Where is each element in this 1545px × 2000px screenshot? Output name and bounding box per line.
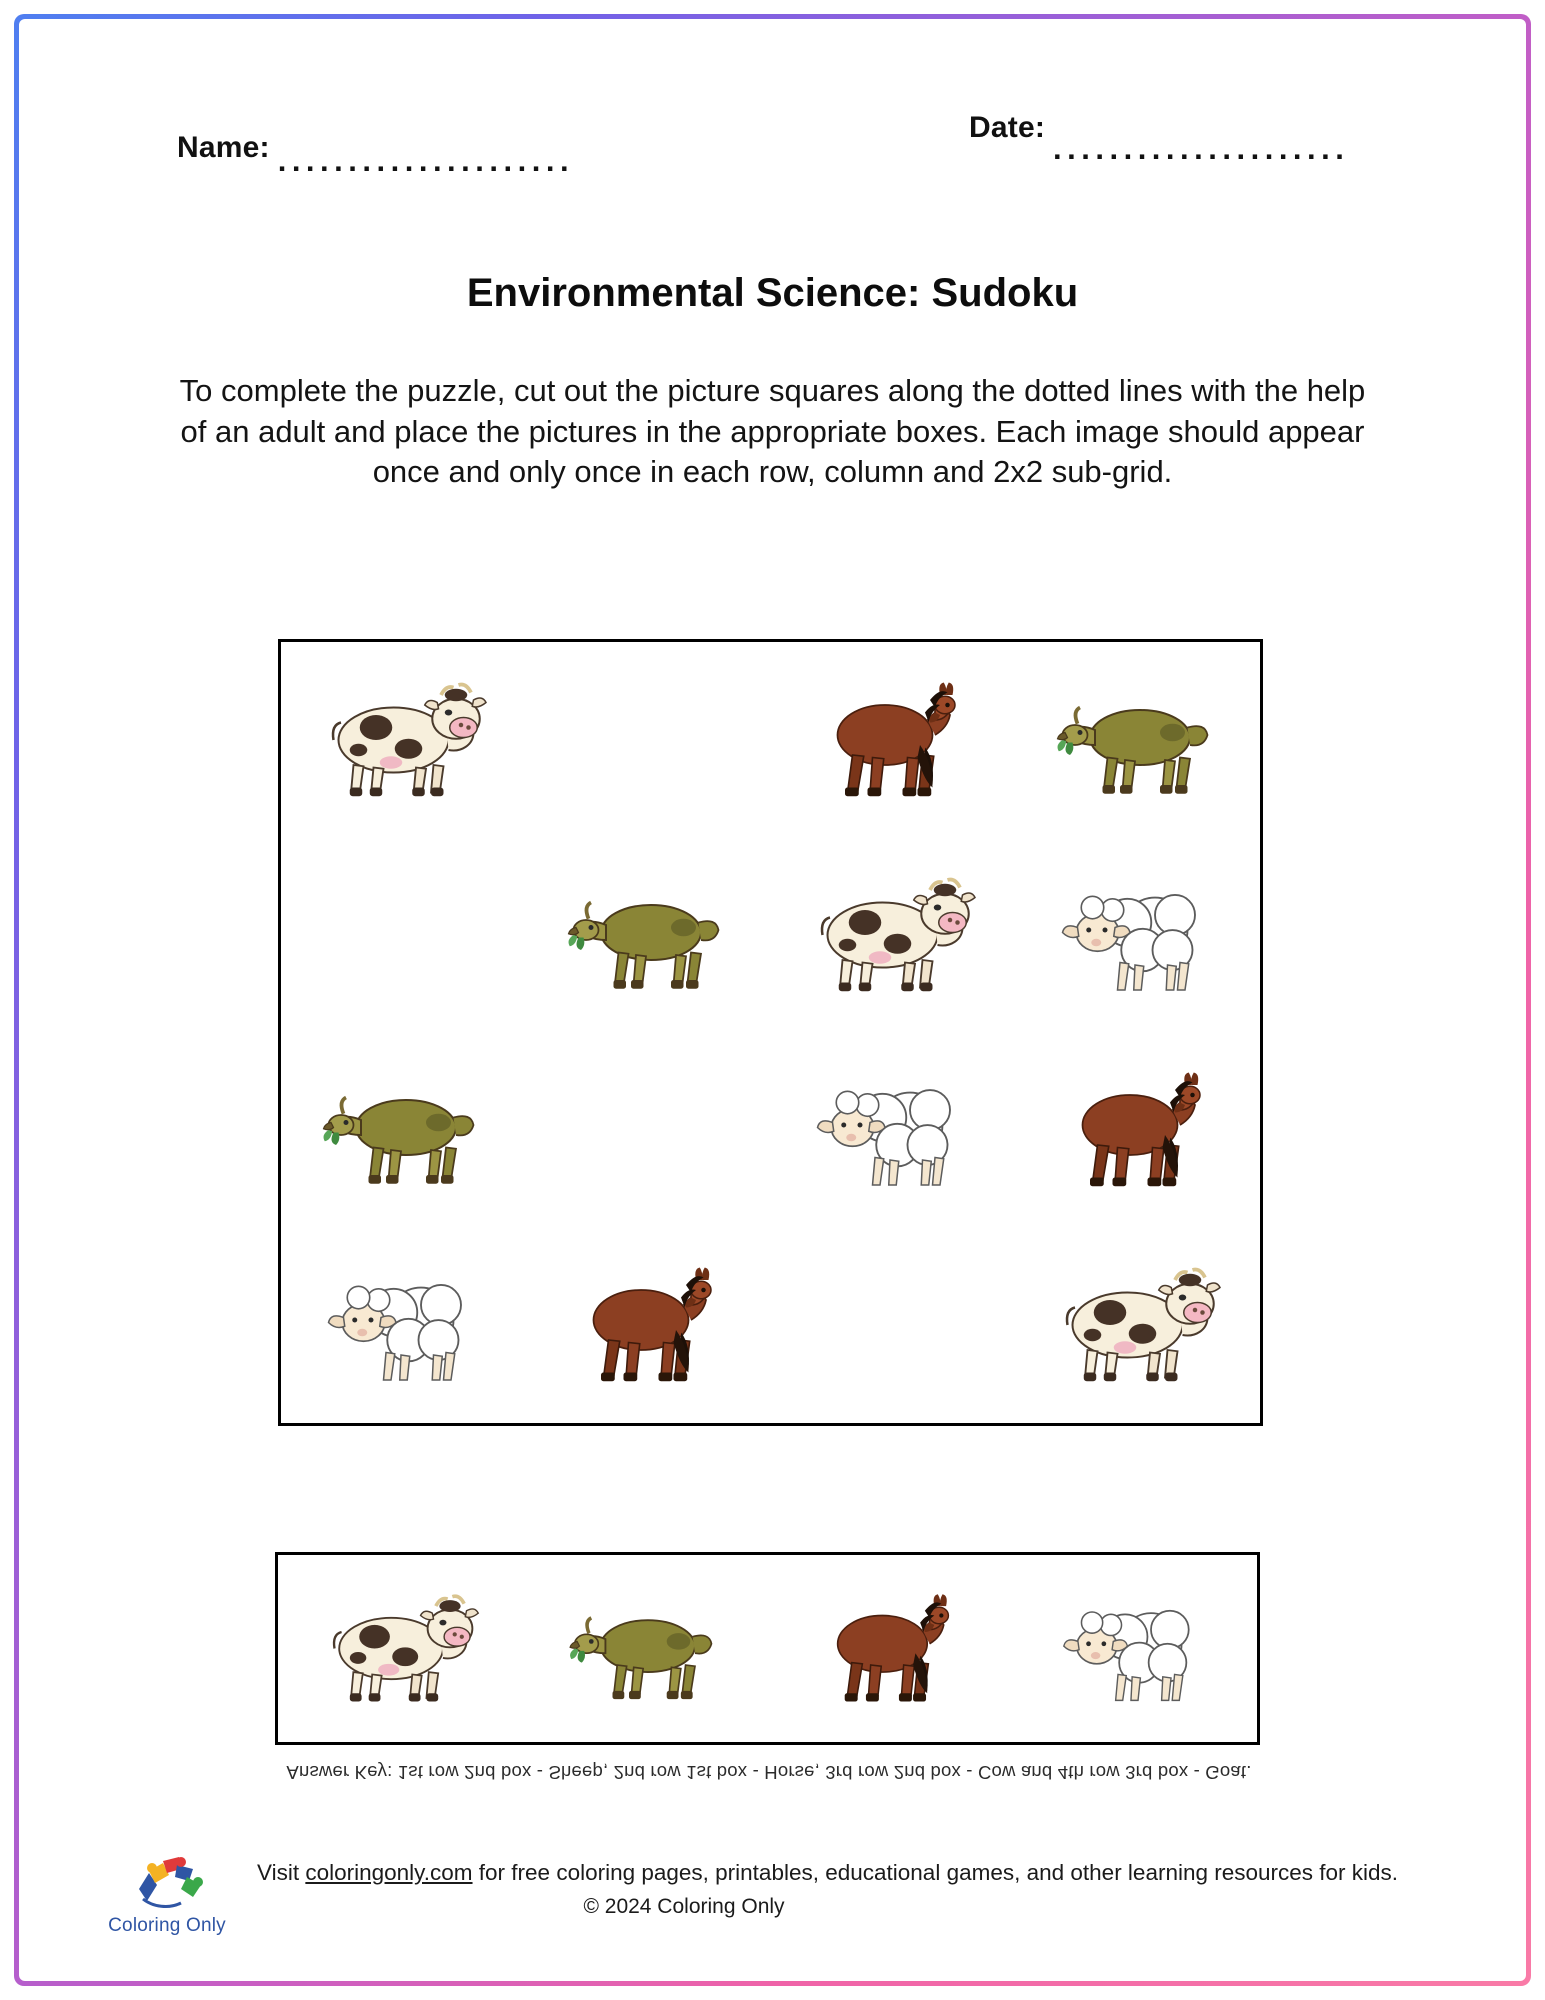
goat-image	[1050, 677, 1225, 803]
footer-text-after: for free coloring pages, printables, educational games, and other learning resources for kids.	[472, 1860, 1399, 1885]
cow-image	[318, 1589, 483, 1708]
sudoku-cell-sheep[interactable]	[281, 1228, 526, 1423]
cutout-piece-horse[interactable]	[807, 1589, 972, 1708]
sudoku-cell-cow[interactable]	[771, 837, 1016, 1032]
sudoku-grid	[278, 639, 1263, 1426]
cow-image	[1050, 1262, 1225, 1388]
goat-image	[563, 1589, 728, 1708]
name-date-row	[19, 111, 1526, 189]
goat-image	[316, 1067, 491, 1193]
sheep-image	[805, 1067, 980, 1193]
cutout-strip	[275, 1552, 1260, 1745]
logo-text: Coloring Only	[108, 1915, 226, 1936]
name-field-group	[177, 129, 575, 178]
copyright: © 2024 Coloring Only	[583, 1895, 785, 1918]
horse-image	[1050, 1067, 1225, 1193]
sudoku-cell-horse[interactable]	[1015, 1033, 1260, 1228]
worksheet-page	[19, 19, 1526, 1981]
sheep-image	[1050, 872, 1225, 998]
footer-text	[257, 1857, 1417, 1890]
sudoku-cell-empty[interactable]	[526, 642, 771, 837]
cutout-piece-goat[interactable]	[563, 1589, 728, 1708]
footer	[19, 1833, 1526, 1953]
website-link[interactable]: coloringonly.com	[305, 1860, 473, 1885]
cutout-piece-cow[interactable]	[318, 1589, 483, 1708]
goat-image	[561, 872, 736, 998]
date-input[interactable]: .....................	[1053, 131, 1350, 166]
footer-text-before: Visit	[257, 1860, 306, 1885]
sudoku-cell-empty[interactable]	[771, 1228, 1016, 1423]
sudoku-cell-empty[interactable]	[281, 837, 526, 1032]
sudoku-cell-cow[interactable]	[1015, 1228, 1260, 1423]
sudoku-cell-sheep[interactable]	[771, 1033, 1016, 1228]
name-label: Name:	[177, 131, 270, 164]
sudoku-cell-goat[interactable]	[526, 837, 771, 1032]
sudoku-cell-horse[interactable]	[771, 642, 1016, 837]
answer-key: Answer Key: 1st row 2nd box - Sheep, 2nd row 1st box - Horse, 3rd row 2nd box - Cow and 4th row 3rd box - Goat.	[286, 1762, 1252, 1783]
sudoku-cell-goat[interactable]	[281, 1033, 526, 1228]
sudoku-cell-sheep[interactable]	[1015, 837, 1260, 1032]
name-input[interactable]: .....................	[277, 143, 575, 178]
sudoku-cell-empty[interactable]	[526, 1033, 771, 1228]
sheep-image	[1052, 1589, 1217, 1708]
date-label: Date:	[969, 111, 1046, 144]
cutout-piece-sheep[interactable]	[1052, 1589, 1217, 1708]
cow-image	[316, 677, 491, 803]
horse-image	[561, 1262, 736, 1388]
date-field-group	[969, 109, 1350, 166]
cow-image	[805, 872, 980, 998]
sudoku-cell-cow[interactable]	[281, 642, 526, 837]
page-border	[14, 14, 1531, 1986]
page-title: Environmental Science: Sudoku	[466, 271, 1079, 315]
sudoku-cell-horse[interactable]	[526, 1228, 771, 1423]
horse-image	[805, 677, 980, 803]
instructions-text: To complete the puzzle, cut out the picture squares along the dotted lines with the help of an adult and place the pictures in the appropriate boxes. Each image should appear once and only once in each row, column and 2x2 sub-grid.	[179, 373, 1366, 490]
sheep-image	[316, 1262, 491, 1388]
horse-image	[807, 1589, 972, 1708]
sudoku-cell-goat[interactable]	[1015, 642, 1260, 837]
sudoku-cells	[281, 642, 1260, 1423]
